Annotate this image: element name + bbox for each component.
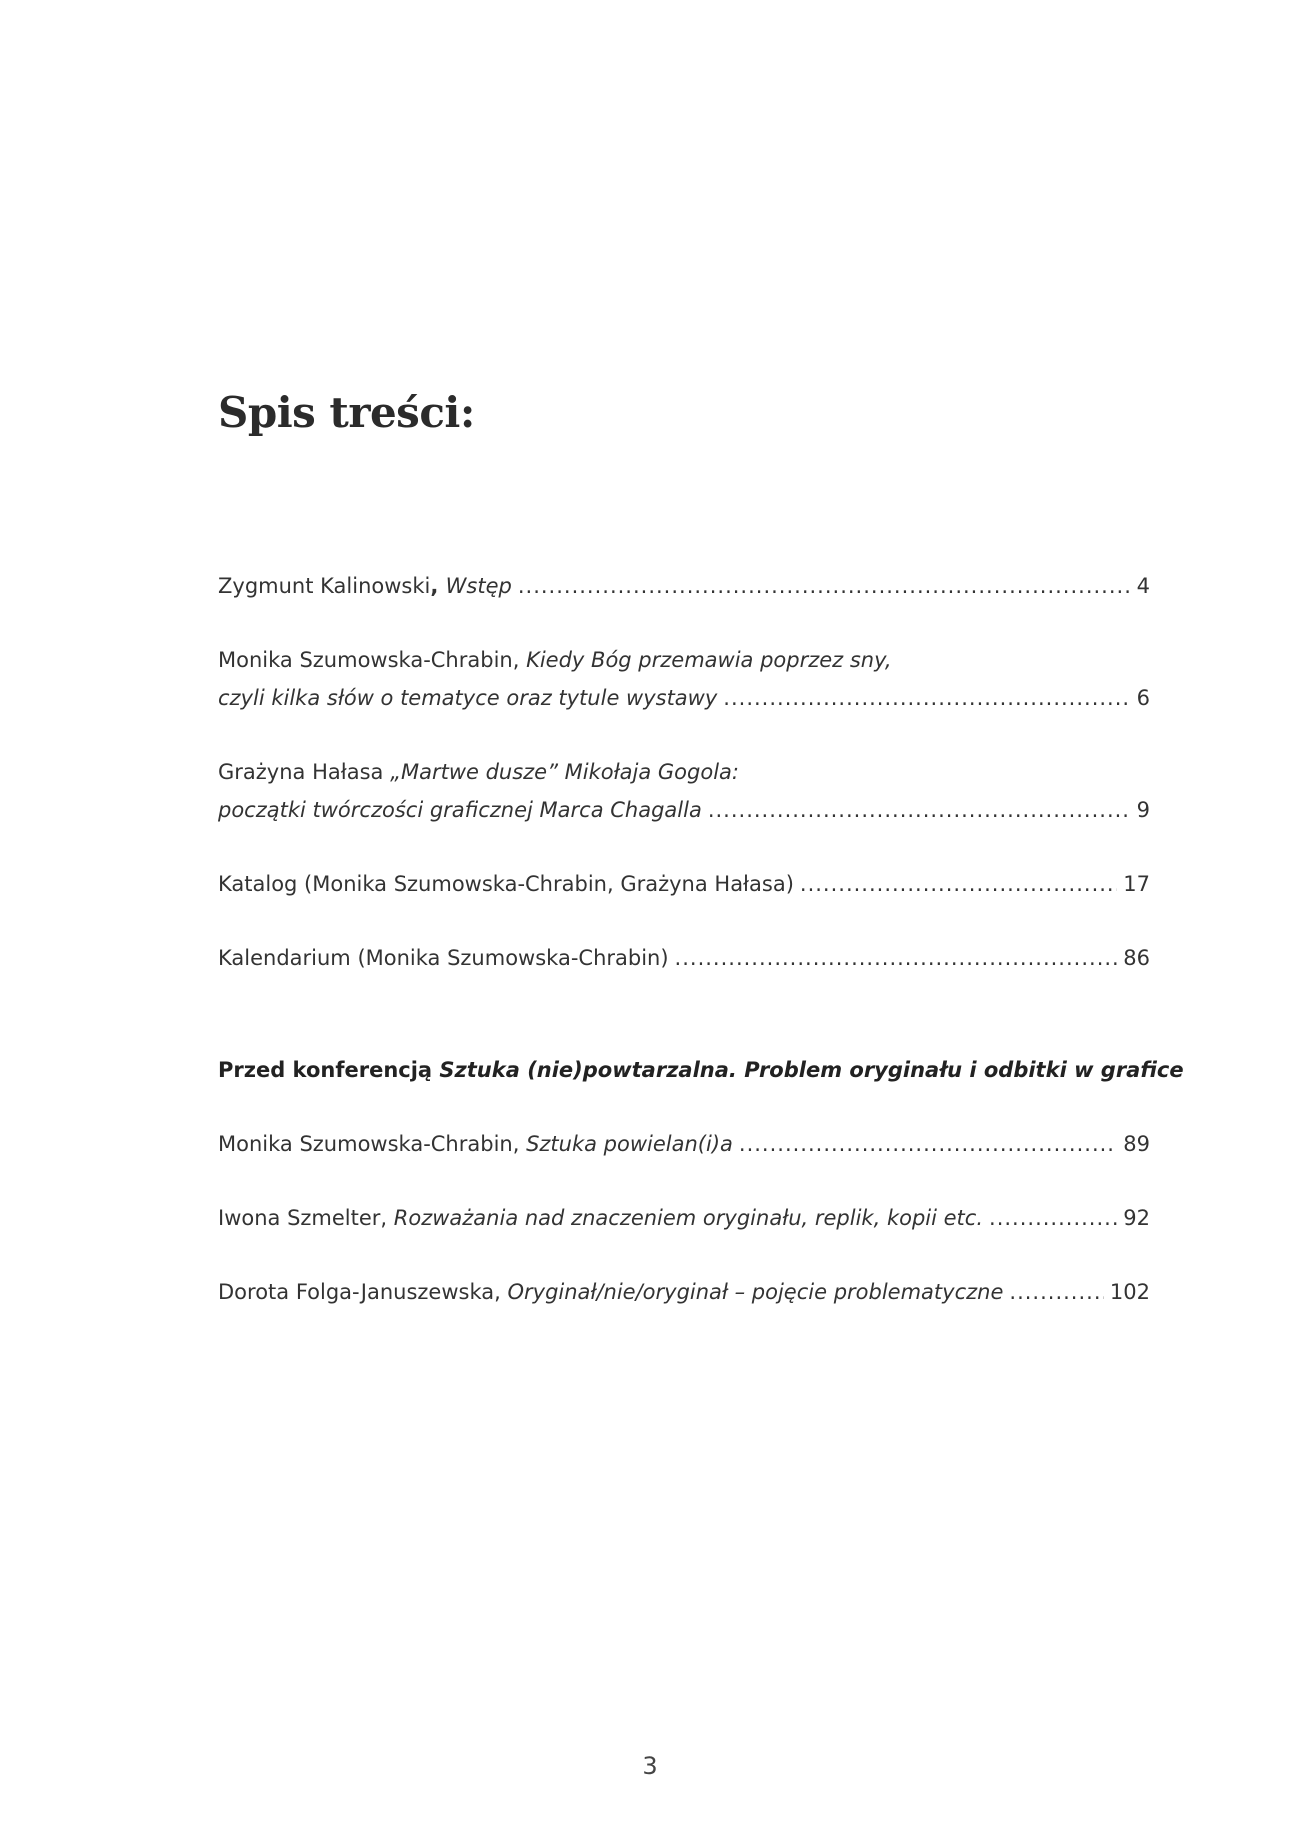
toc-entry[interactable]: Zygmunt Kalinowski, Wstęp ..... 4	[218, 574, 1150, 599]
entry-page: 6	[1136, 686, 1150, 710]
entry-page: 92	[1123, 1206, 1150, 1230]
dot-leader	[723, 686, 1130, 711]
dot-leader	[989, 1206, 1117, 1231]
entry-title: „Martwe dusze” Mikołaja Gogola:	[390, 760, 739, 784]
entry-title: Rozważania nad znaczeniem oryginału, replik, kopii etc.	[393, 1206, 984, 1230]
entry-author: Zygmunt Kalinowski	[218, 574, 431, 598]
entry-author: Grażyna Hałasa	[218, 760, 384, 784]
section-title: Sztuka (nie)powtarzalna. Problem oryginału i odbitki w grafice	[439, 1058, 1184, 1082]
entry-title: Wstęp	[445, 574, 512, 598]
section-heading	[218, 1058, 1184, 1083]
entry-text: Kalendarium (Monika Szumowska-Chrabin)	[218, 946, 669, 970]
section-prefix: Przed konferencją	[218, 1058, 440, 1082]
entry-text: Katalog (Monika Szumowska-Chrabin, Grażyna Hałasa)	[218, 872, 794, 896]
dot-leader	[708, 798, 1131, 823]
entry-author: Monika Szumowska-Chrabin	[218, 648, 513, 672]
toc-entry-line2[interactable]	[218, 798, 1150, 823]
entry-page: 17	[1123, 872, 1150, 896]
page-number: 3	[642, 1752, 658, 1780]
toc-entry-line1[interactable]: Monika Szumowska-Chrabin, Kiedy Bóg przemawia poprzez sny,	[218, 648, 892, 672]
toc-entry-line2[interactable]	[218, 686, 1150, 711]
toc-entry-line1[interactable]	[218, 760, 1150, 785]
toc-entry[interactable]: Iwona Szmelter, Rozważania nad znaczeniem oryginału, replik, kopii etc. ..... 92	[218, 1206, 1150, 1231]
dot-leader	[518, 574, 1131, 599]
entry-page: 9	[1136, 798, 1150, 822]
toc-entry[interactable]: Monika Szumowska-Chrabin, Sztuka powielan(i)a ..... 89	[218, 1132, 1150, 1157]
entry-title: Sztuka powielan(i)a	[526, 1132, 733, 1156]
toc-entry[interactable]	[218, 946, 1150, 971]
page-title: Spis treści:	[218, 388, 475, 437]
entry-page: 102	[1109, 1280, 1150, 1304]
entry-author: Monika Szumowska-Chrabin	[218, 1132, 513, 1156]
toc-entry[interactable]	[218, 872, 1150, 897]
entry-title: Oryginał/nie/oryginał – pojęcie problematyczne	[507, 1280, 1004, 1304]
entry-author: Dorota Folga-Januszewska	[218, 1280, 495, 1304]
entry-title: Kiedy Bóg przemawia poprzez sny,	[526, 648, 892, 672]
toc-entry[interactable]: Dorota Folga-Januszewska, Oryginał/nie/oryginał – pojęcie problematyczne ..... 102	[218, 1280, 1150, 1305]
entry-page: 86	[1123, 946, 1150, 970]
entry-page: 89	[1123, 1132, 1150, 1156]
entry-title-cont: czyli kilka słów o tematyce oraz tytule wystawy	[218, 686, 718, 710]
dot-leader	[675, 946, 1118, 971]
entry-title-cont: początki twórczości graficznej Marca Chagalla	[218, 798, 702, 822]
dot-leader	[800, 872, 1117, 897]
dot-leader	[739, 1132, 1117, 1157]
entry-author: Iwona Szmelter	[218, 1206, 381, 1230]
dot-leader	[1009, 1280, 1104, 1305]
entry-page: 4	[1136, 574, 1150, 598]
